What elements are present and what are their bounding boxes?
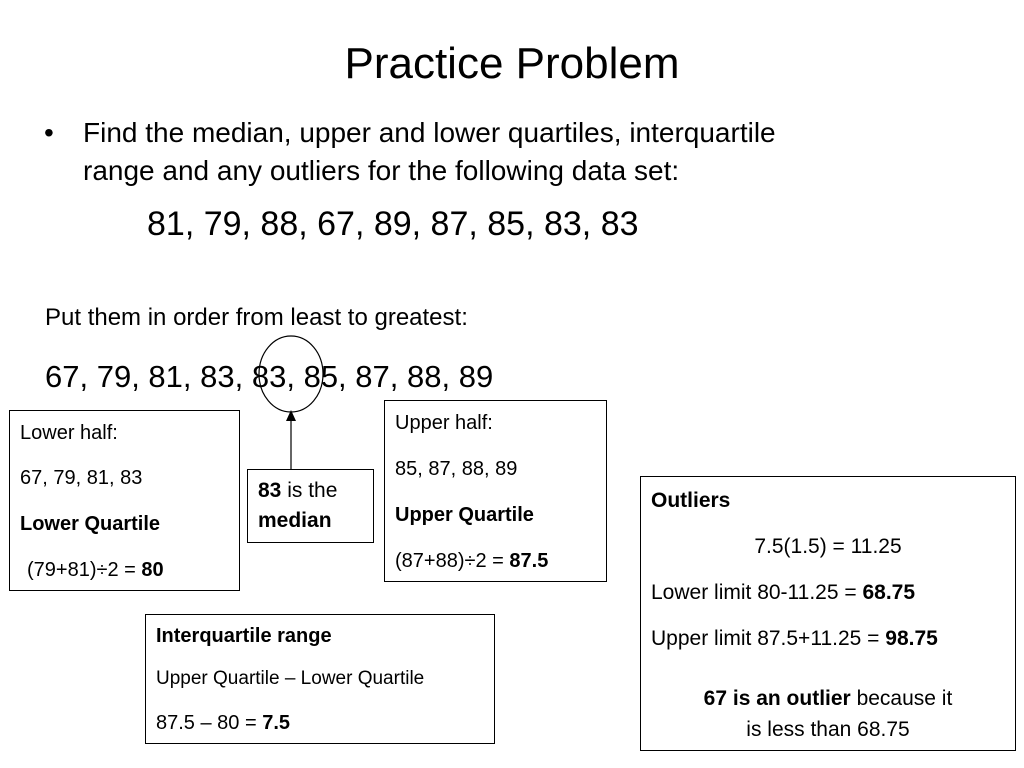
median-circle: [259, 336, 323, 412]
lower-quartile-result: 80: [141, 559, 164, 581]
upper-half-heading: Upper half:: [395, 412, 493, 434]
upper-limit-result: 98.75: [885, 627, 938, 650]
bullet-icon: •: [44, 117, 54, 148]
median-text: is the: [281, 479, 338, 502]
iqr-calc: [156, 712, 290, 735]
iqr-calc-text: 87.5 – 80 =: [156, 712, 263, 734]
lower-half-values: 67, 79, 81, 83: [20, 467, 143, 489]
lower-quartile-calc: [27, 559, 164, 582]
lower-limit-calc: Lower limit 80-11.25 =: [651, 581, 863, 604]
lower-limit-result: 68.75: [862, 581, 916, 604]
upper-quartile-formula: (87+88)÷2 =: [395, 550, 510, 572]
lower-quartile-label: Lower Quartile: [20, 513, 161, 535]
iqr-result: 7.5: [262, 712, 291, 734]
iqr-formula: Upper Quartile – Lower Quartile: [156, 668, 425, 689]
upper-limit-calc: Upper limit 87.5+11.25 =: [651, 627, 886, 650]
upper-half-box: [384, 400, 607, 582]
upper-quartile-result: 87.5: [509, 550, 549, 572]
upper-quartile-calc: [395, 550, 548, 573]
lower-limit: [651, 581, 915, 605]
ordered-before-median: 67, 79, 81, 83,: [45, 359, 244, 394]
order-instruction: Put them in order from least to greatest:: [45, 304, 468, 331]
median-statement: [258, 479, 337, 503]
problem-line-2: range and any outliers for the following data set:: [83, 155, 680, 186]
lower-quartile-formula: (79+81)÷2 =: [27, 559, 142, 581]
ordered-median-value: 83,: [251, 359, 295, 394]
outlier-factor: 7.5(1.5) = 11.25: [754, 535, 902, 558]
median-box: [247, 469, 374, 543]
problem-line-1: Find the median, upper and lower quartiles, interquartile: [83, 117, 776, 148]
upper-quartile-label: Upper Quartile: [395, 504, 534, 526]
upper-limit: [651, 627, 938, 651]
outliers-box: [640, 476, 1016, 751]
median-value: 83: [258, 479, 282, 502]
outlier-conclusion-line-1: [641, 687, 1015, 711]
outlier-conclusion-rest: because it: [850, 687, 953, 710]
ordered-after-median: 85, 87, 88, 89: [303, 359, 494, 394]
slide-title: Practice Problem: [344, 39, 680, 88]
upper-half-values: 85, 87, 88, 89: [395, 458, 518, 480]
lower-half-box: [9, 410, 240, 591]
iqr-heading: Interquartile range: [156, 625, 332, 647]
outlier-conclusion-bold: 67 is an outlier: [703, 687, 851, 710]
lower-half-heading: Lower half:: [20, 422, 118, 444]
outlier-conclusion-line-2: is less than 68.75: [746, 718, 910, 741]
iqr-box: [145, 614, 495, 744]
outliers-heading: Outliers: [651, 489, 731, 512]
data-set: 81, 79, 88, 67, 89, 87, 85, 83, 83: [147, 205, 639, 243]
median-label: median: [258, 509, 332, 532]
